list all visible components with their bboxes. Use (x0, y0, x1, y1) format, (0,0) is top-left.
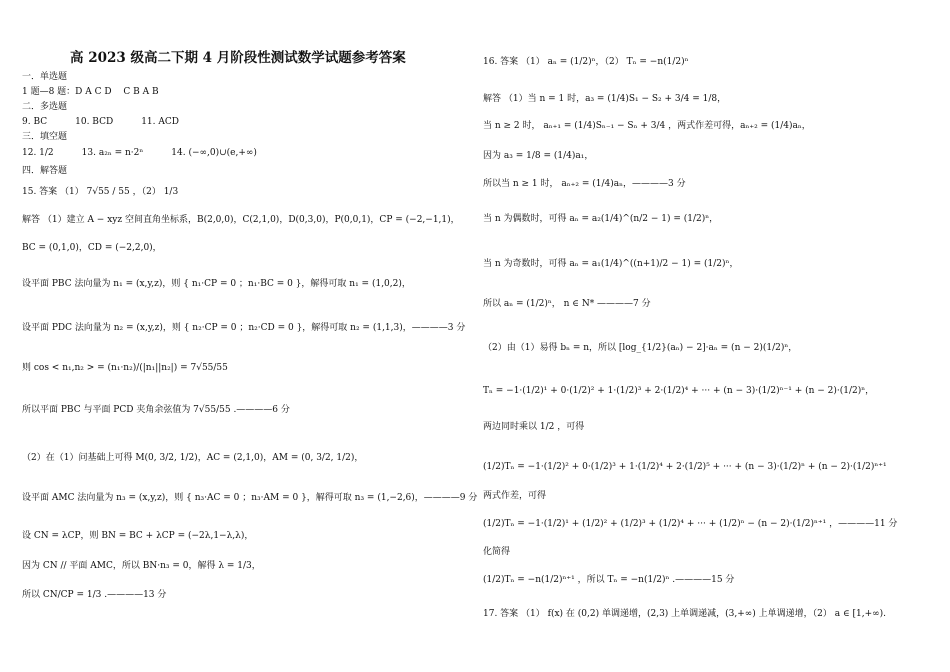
q15-solution-line: 设平面 AMC 法向量为 n₃ = (x,y,z)，则 { n₃·AC = 0 ；n₃·AM = 0 }，解得可取 n₃ = (1,−2,6)，————9 分 (22, 493, 478, 503)
q15-solution-line: 解答 （1）建立 A − xyz 空间直角坐标系，B(2,0,0)，C(2,1,0)，D(0,3,0)，P(0,0,1)，CP = (−2,−1,1)， (22, 215, 460, 225)
fill-blank-answers (22, 147, 257, 159)
q16-solution-line: Tₙ = −1·(1/2)¹ + 0·(1/2)² + 1·(1/2)³ + 2·(1/2)⁴ + ··· + (n − 3)·(1/2)ⁿ⁻¹ + (n − 2)·(1/2)ⁿ， (483, 386, 875, 396)
q16-solution-line: (1/2)Tₙ = −n(1/2)ⁿ⁺¹ ，所以 Tₙ = −n(1/2)ⁿ .————15 分 (483, 575, 735, 585)
section-heading-multi-choice: 二．多选题 (22, 102, 68, 112)
multi-choice-answers (22, 116, 179, 128)
q15-solution-line: 设平面 PBC 法向量为 n₁ = (x,y,z)，则 { n₁·CP = 0 ；n₁·BC = 0 }，解得可取 n₁ = (1,0,2)， (22, 279, 411, 289)
q16-solution-line: 两式作差，可得 (483, 491, 547, 501)
q16-solution-line: 两边同时乘以 1/2 ，可得 (483, 422, 585, 432)
q15-solution-line: （2）在（1）问基础上可得 M(0, 3/2, 1/2)，AC = (2,1,0)，AM = (0, 3/2, 1/2)， (22, 453, 364, 463)
q16-solution-line: 化简得 (483, 547, 511, 557)
answer-q11: 11. ACD (141, 117, 179, 127)
q16-solution-line: 因为 a₃ = 1/8 = (1/4)a₁， (483, 151, 594, 161)
answer-q9: 9. BC (22, 117, 48, 127)
answer-q13: 13. a₂ₙ = n·2ⁿ (81, 148, 144, 158)
q15-answer: 15. 答案 （1） 7√55 / 55 ，（2） 1/3 (22, 187, 179, 197)
answer-q10: 10. BCD (75, 117, 114, 127)
q15-solution-line: 设平面 PDC 法向量为 n₂ = (x,y,z)，则 { n₂·CP = 0 ；n₂·CD = 0 }，解得可取 n₂ = (1,1,3)，————3 分 (22, 323, 466, 333)
section-heading-solutions: 四．解答题 (22, 166, 68, 176)
q15-solution-line: 则 cos < n₁,n₂ > = (n₁·n₂)/(|n₁||n₂|) = 7√55/55 (22, 363, 228, 373)
q16-solution-line: 当 n 为奇数时，可得 aₙ = a₁(1/4)^((n+1)/2 − 1) = (1/2)ⁿ， (483, 259, 739, 269)
q15-solution-line: BC = (0,1,0)，CD = (−2,2,0)， (22, 243, 162, 253)
q15-solution-line: 所以平面 PBC 与平面 PCD 夹角余弦值为 7√55/55 .————6 分 (22, 405, 290, 415)
q16-solution-line: 当 n 为偶数时，可得 aₙ = a₂(1/4)^(n/2 − 1) = (1/2)ⁿ， (483, 214, 719, 224)
q16-solution-line: 解答 （1）当 n = 1 时，a₃ = (1/4)S₁ − S₂ + 3/4 = 1/8， (483, 94, 727, 104)
q15-solution-line: 因为 CN // 平面 AMC，所以 BN·n₃ = 0，解得 λ = 1/3， (22, 561, 261, 571)
answer-q14: 14. (−∞,0)∪(e,+∞) (171, 148, 257, 158)
section-heading-fill-blank: 三．填空题 (22, 132, 68, 142)
q16-solution-line: (1/2)Tₙ = −1·(1/2)² + 0·(1/2)³ + 1·(1/2)⁴ + 2·(1/2)⁵ + ··· + (n − 3)·(1/2)ⁿ + (n − 2)·(1/2)ⁿ⁺¹ (483, 462, 887, 472)
q17-answer: 17. 答案 （1） f(x) 在 (0,2) 单调递增，(2,3) 上单调递减，(3,+∞) 上单调递增，（2） a ∈ [1,+∞). (483, 609, 887, 619)
q15-solution-line: 设 CN = λCP，则 BN = BC + λCP = (−2λ,1−λ,λ)， (22, 531, 254, 541)
answer-q12: 12. 1/2 (22, 148, 54, 158)
q16-solution-line: 当 n ≥ 2 时， aₙ₊₁ = (1/4)Sₙ₋₁ − Sₙ + 3/4 ，两式作差可得，aₙ₊₂ = (1/4)aₙ， (483, 121, 811, 131)
single-choice-answers: 1 题—8 题：D A C D C B A B (22, 87, 159, 97)
q16-solution-line: 所以当 n ≥ 1 时， aₙ₊₂ = (1/4)aₙ，————3 分 (483, 179, 686, 189)
q16-solution-line: 所以 aₙ = (1/2)ⁿ， n ∈ N* ————7 分 (483, 299, 651, 309)
section-heading-single-choice: 一．单选题 (22, 72, 68, 82)
q16-answer: 16. 答案 （1） aₙ = (1/2)ⁿ，（2） Tₙ = −n(1/2)ⁿ (483, 57, 689, 67)
q16-solution-line: (1/2)Tₙ = −1·(1/2)¹ + (1/2)² + (1/2)³ + (1/2)⁴ + ··· + (1/2)ⁿ − (n − 2)·(1/2)ⁿ⁺¹ ，————11 分 (483, 519, 898, 529)
page-title: 高 2023 级高二下期 4 月阶段性测试数学试题参考答案 (70, 50, 406, 66)
q15-solution-line: 所以 CN/CP = 1/3 .————13 分 (22, 590, 167, 600)
q16-solution-line: （2）由（1）易得 bₙ = n，所以 [log_{1/2}(aₙ) − 2]·aₙ = (n − 2)(1/2)ⁿ， (483, 343, 798, 353)
